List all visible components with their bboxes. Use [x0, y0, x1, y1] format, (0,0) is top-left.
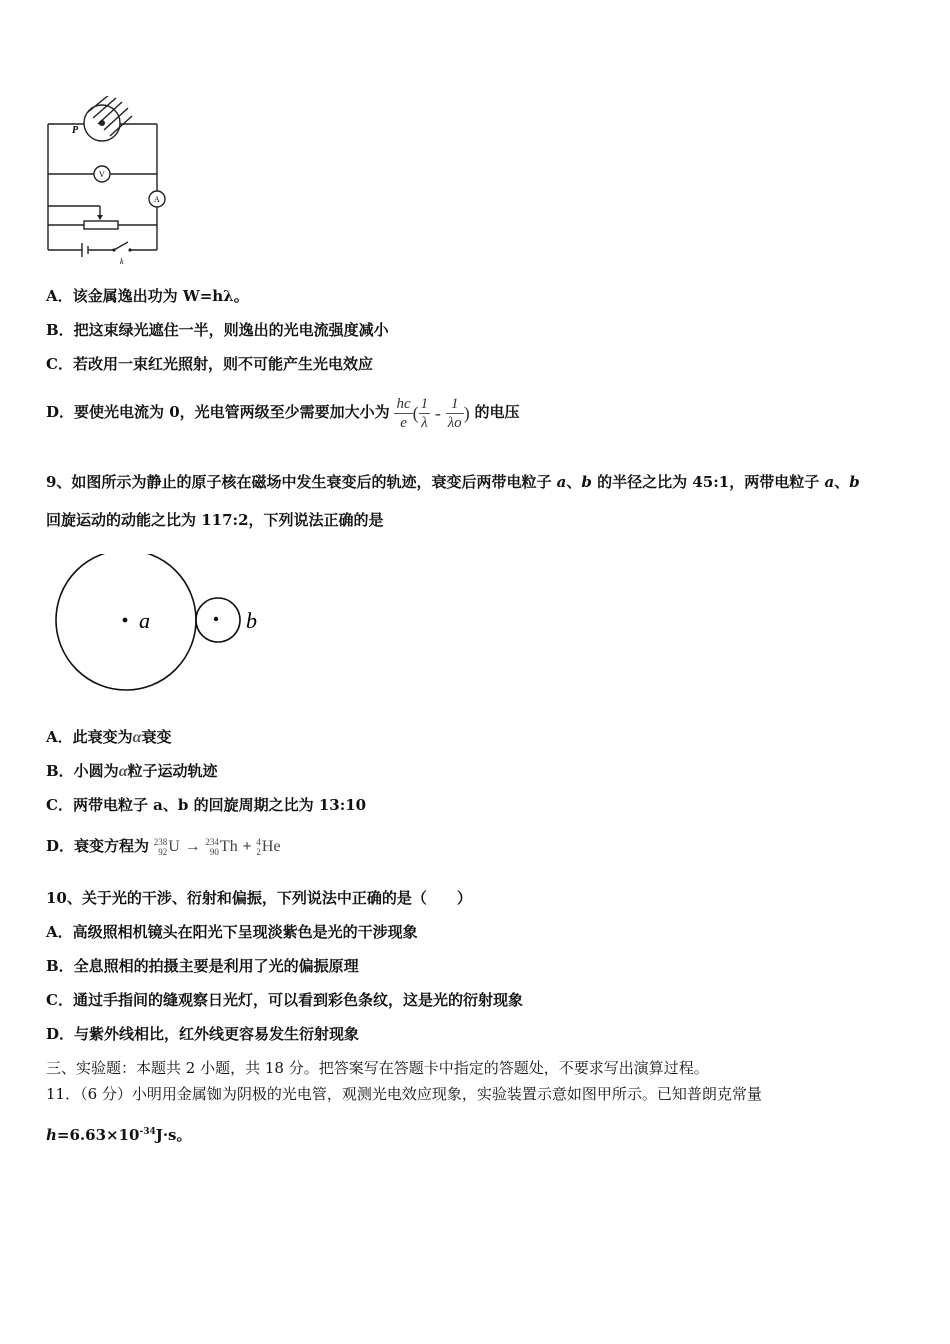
q9-option-c: C．两带电粒子 a、b 的回旋周期之比为 13:10	[46, 796, 367, 814]
label-p: P	[72, 125, 79, 136]
frac-1-lambda: $\frac{1}{\lambda}$	[420, 395, 429, 431]
nuclide-he: 4 2 He	[256, 837, 281, 858]
label-k: k	[120, 257, 124, 266]
alpha-symbol: α	[132, 729, 142, 746]
q9-option-b: B．小圆为α粒子运动轨迹	[46, 762, 218, 780]
label-v: V	[99, 170, 105, 179]
label-a: a	[139, 608, 150, 633]
frac-hc-e: $\frac{hc}{e}$	[396, 395, 411, 431]
q10-stem: 10、关于光的干涉、衍射和偏振，下列说法中正确的是（ ）	[46, 889, 472, 907]
nuclide-th: 234 90 Th	[205, 837, 238, 858]
q8-option-b: B．把这束绿光遮住一半，则逸出的光电流强度减小	[46, 321, 389, 339]
photoelectric-circuit-diagram	[40, 96, 170, 266]
q8-option-c: C．若改用一束红光照射，则不可能产生光电效应	[46, 355, 373, 373]
section-3-heading: 三、实验题：本题共 2 小题，共 18 分。把答案写在答题卡中指定的答题处，不要求写出演算过程。	[46, 1059, 709, 1077]
arrow: →	[184, 838, 201, 855]
label-b: b	[246, 608, 257, 633]
plus: +	[242, 838, 252, 855]
alpha-symbol: α	[118, 763, 128, 780]
rheostat	[84, 221, 118, 229]
q8-option-a: A．该金属逸出功为 W=hλ。	[46, 287, 249, 305]
q8-option-d-suffix: 的电压	[474, 403, 520, 421]
q10-option-a: A．高级照相机镜头在阳光下呈现淡紫色是光的干涉现象	[46, 923, 418, 941]
q9-option-d: D．衰变方程为 238 92 U → 234 90 Th + 4 2 He	[46, 826, 281, 867]
q8-option-d: D．要使光电流为 0，光电管两级至少需要加大小为 $\frac{hc}{e}$ ( $\frac{1}{\lambda}$ - $\frac{1}{\lambda o}$ ) 的电压	[46, 395, 520, 431]
q10-option-b: B．全息照相的拍摄主要是利用了光的偏振原理	[46, 957, 359, 975]
label-a: A	[154, 195, 160, 204]
q11-planck-constant: $h=6.63\times 10^{-34}J\cdot s$。	[46, 1126, 192, 1144]
decay-tracks-diagram	[50, 554, 280, 694]
q8-option-d-prefix: D．要使光电流为 0，光电管两级至少需要加大小为	[46, 403, 390, 421]
frac-1-lambda0: $\frac{1}{\lambda o}$	[447, 395, 462, 431]
q9-stem-line2: 回旋运动的动能之比为 117:2，下列说法正确的是	[46, 511, 384, 529]
nuclide-u: 238 92 U	[153, 837, 180, 858]
q9-option-a: A．此衰变为α衰变	[46, 728, 172, 746]
q10-option-c: C．通过手指间的缝观察日光灯，可以看到彩色条纹，这是光的衍射现象	[46, 991, 523, 1009]
small-circle-b	[196, 598, 240, 642]
q11-stem: 11．（6 分）小明用金属铷为阴极的光电管，观测光电效应现象，实验装置示意如图甲所示。已知普朗克常量	[46, 1085, 762, 1103]
q9-stem-line1: 9、如图所示为静止的原子核在磁场中发生衰变后的轨迹，衰变后两带电粒子 a、b 的半径之比为 45:1，两带电粒子 a、b	[46, 473, 860, 491]
q10-option-d: D．与紫外线相比，红外线更容易发生衍射现象	[46, 1025, 360, 1043]
